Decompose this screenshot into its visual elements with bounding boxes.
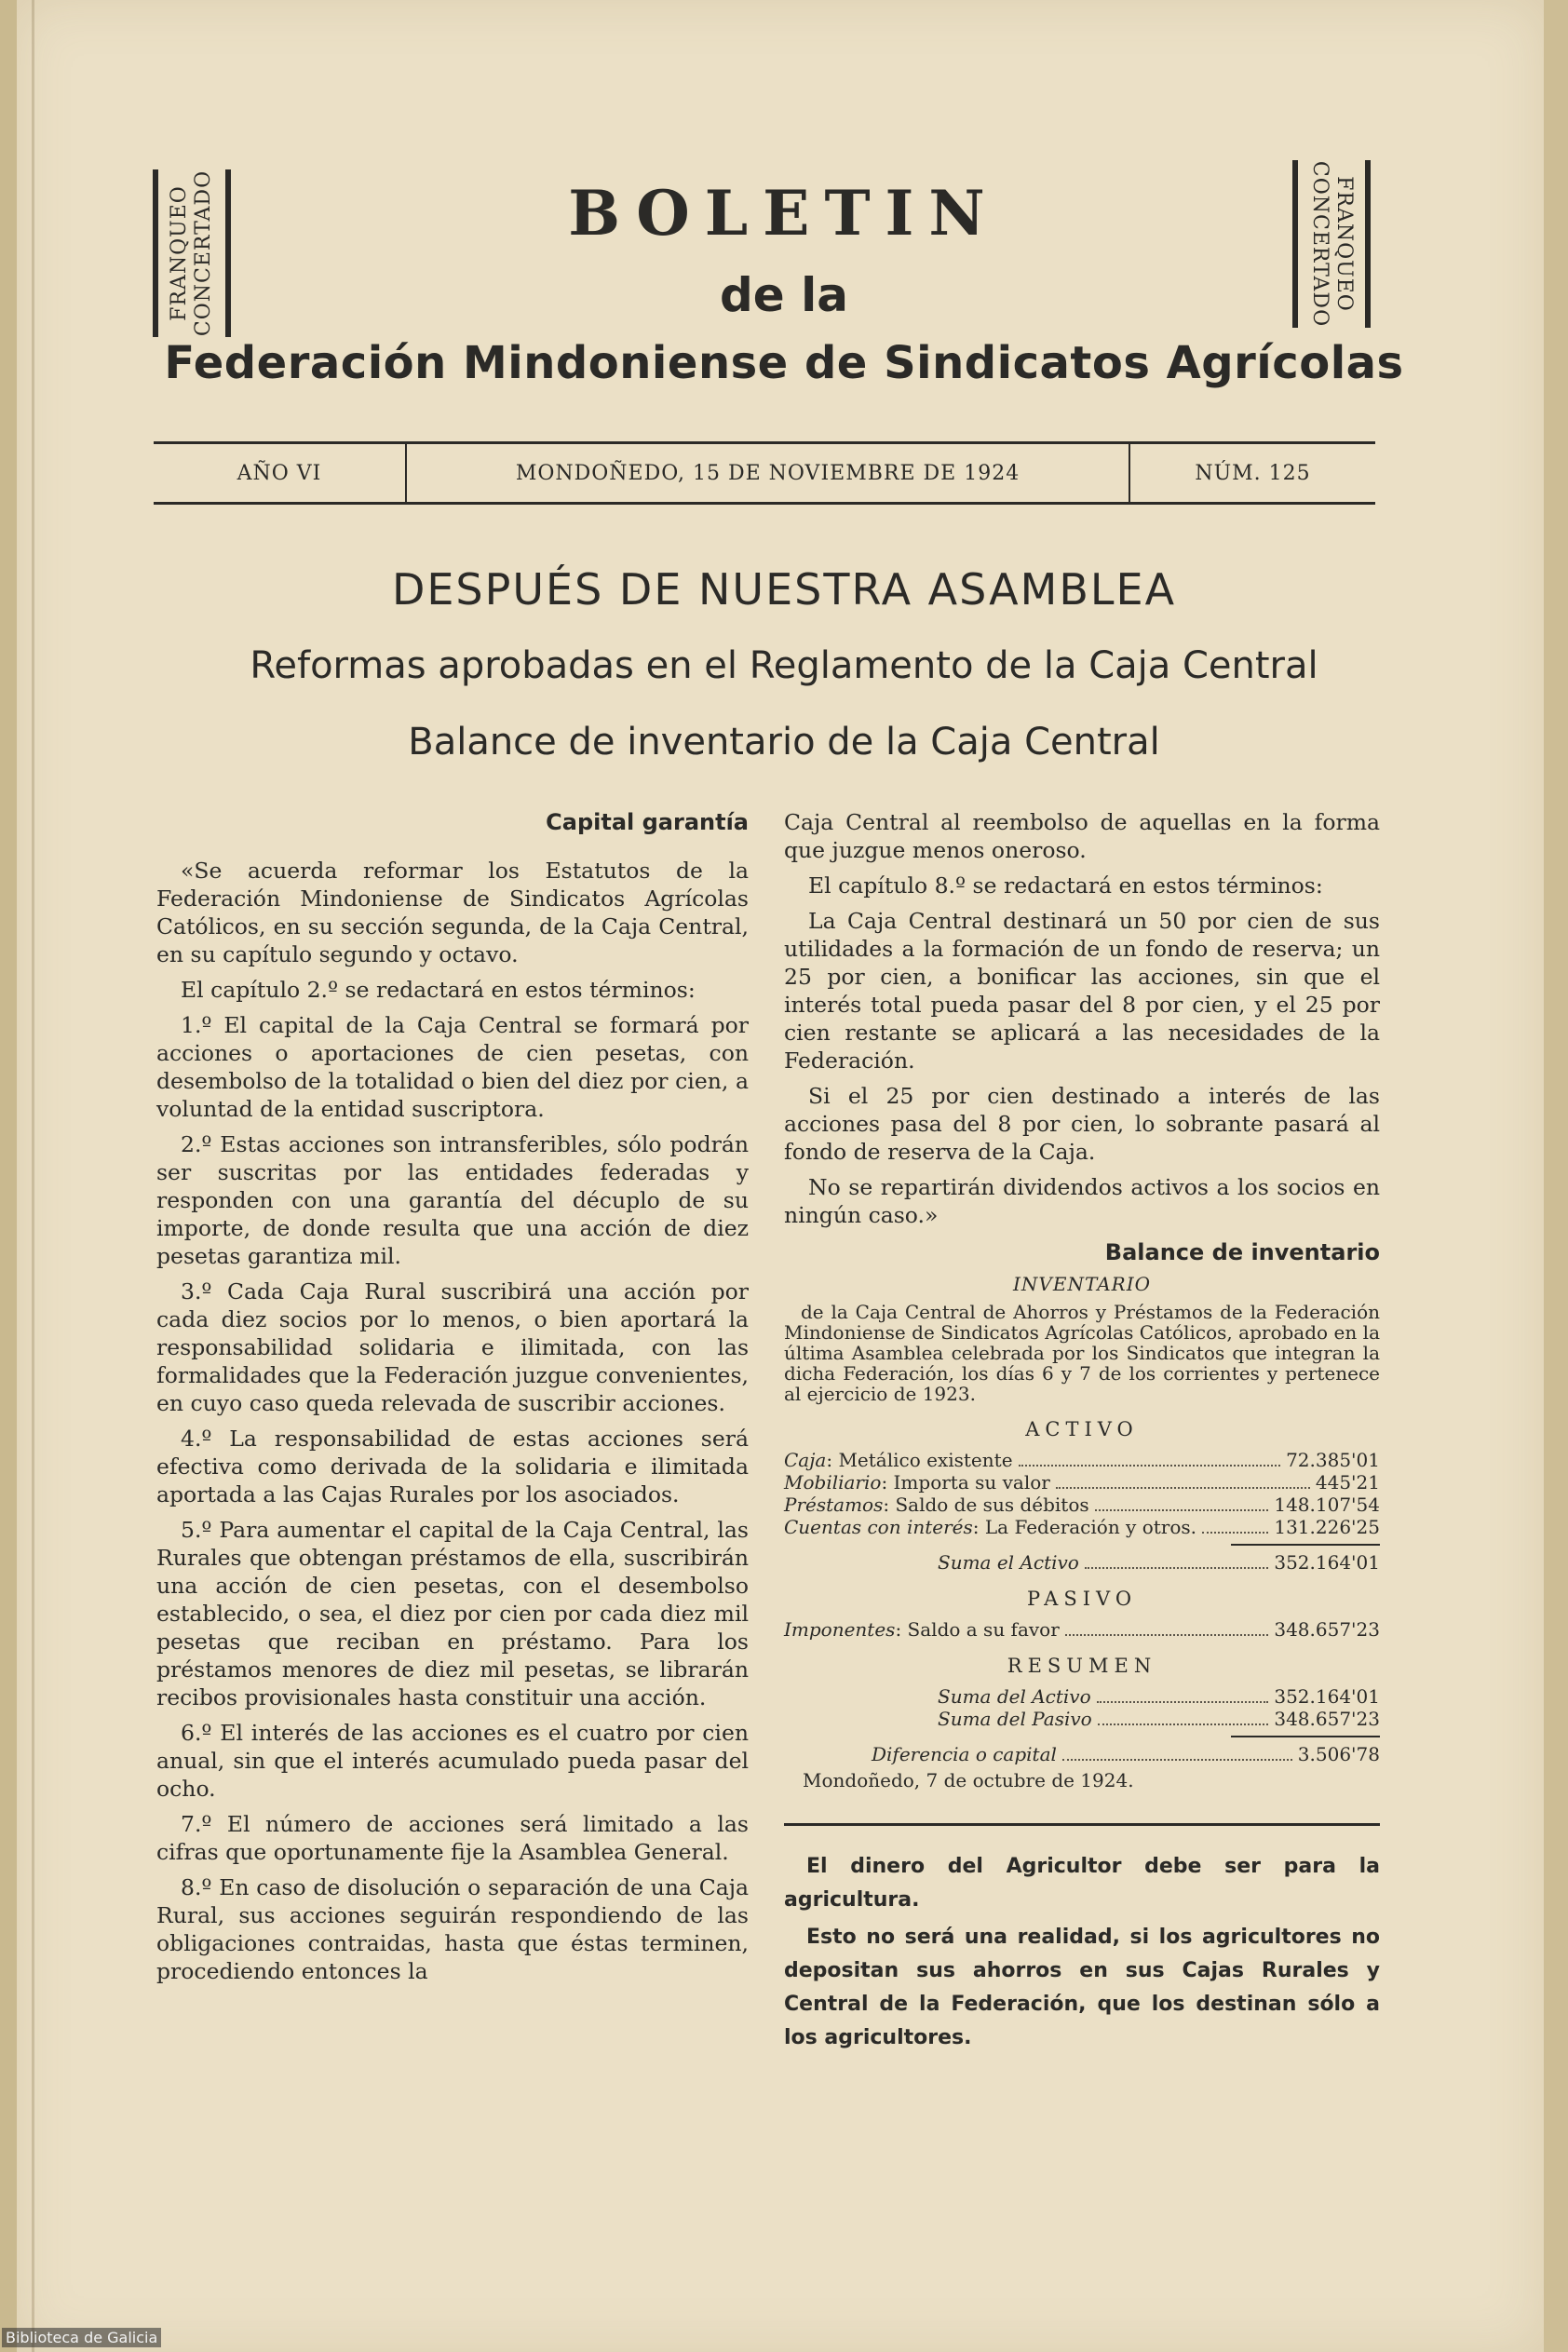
ledger-desc: : Metálico existente <box>826 1449 1013 1471</box>
closing-notice <box>784 1850 1380 2055</box>
paragraph: 3.º Cada Caja Rural suscribirá una acción por cada diez socios por lo menos, o bien aportará la responsabilidad solidaria e ilimitada, con las formalidades que la Federación juzgue convenientes, en cuyo caso queda relevada de suscribir acciones. <box>156 1278 749 1416</box>
sum-rule <box>1231 1736 1380 1737</box>
dot-leader <box>1056 1487 1310 1489</box>
paragraph: 8.º En caso de disolución o separación de una Caja Rural, sus acciones seguirán respondiendo de las obligaciones contraidas, hasta que éstas terminen, procediendo entonces la <box>156 1874 749 1984</box>
paragraph: «Se acuerda reformar los Estatutos de la Federación Mindoniense de Sindicatos Agrícolas Católicos, en su sección segunda, de la Caja Central, en su capítulo segundo y octavo. <box>156 858 749 967</box>
ledger-row <box>784 1516 1380 1538</box>
issue-place-date: MONDOÑEDO, 15 DE NOVIEMBRE DE 1924 <box>407 444 1130 502</box>
ledger-desc: : Saldo a su favor <box>895 1618 1060 1641</box>
dot-leader <box>1019 1465 1281 1467</box>
activo-title: ACTIVO <box>1025 1418 1139 1440</box>
bulletin-subtitle-de-la: de la <box>720 268 848 322</box>
ledger-label: Suma del Pasivo <box>938 1708 1092 1730</box>
inventory-description: de la Caja Central de Ahorros y Préstamos de la Federación Mindoniense de Sindicatos Agrícolas Católicos, aprobado en la última Asamblea celebrada por los Sindicatos que integran la dicha Federación, los días 6 y 7 de los corrientes y pertenece al ejercicio de 1923. <box>784 1301 1380 1405</box>
paragraph: La Caja Central destinará un 50 por cien de sus utilidades a la formación de un fondo de reserva; un 25 por cien, a bonificar las acciones, sin que el interés total pueda pasar del 8 por cien, y el 25 por cien restante se aplicará a las necesidades de la Federación. <box>784 908 1380 1074</box>
ledger-value: 352.164'01 <box>1274 1685 1380 1708</box>
ledger-label: Caja <box>784 1449 827 1471</box>
ledger-label: Mobiliario <box>784 1471 882 1494</box>
paragraph: Esto no será una realidad, si los agricultores no depositan sus ahorros en sus Cajas Rurales y Central de la Federación, que los destinan sólo a los agricultores. <box>784 1926 1380 2049</box>
ledger-value: 445'21 <box>1315 1471 1380 1494</box>
ledger-value: 3.506'78 <box>1297 1743 1380 1765</box>
pasivo-title: PASIVO <box>1026 1588 1138 1610</box>
ledger-value: 72.385'01 <box>1286 1449 1380 1471</box>
ledger-label: Diferencia o capital <box>872 1743 1057 1765</box>
ledger-row <box>784 1449 1380 1471</box>
issue-number: NÚM. 125 <box>1195 461 1311 485</box>
resumen-title: RESUMEN <box>1007 1655 1157 1677</box>
ledger-total-row <box>784 1551 1380 1574</box>
ledger-row <box>784 1471 1380 1494</box>
headline-reformas: Reformas aprobadas en el Reglamento de la Caja Central <box>250 644 1318 687</box>
paragraph: El capítulo 8.º se redactará en estos términos: <box>808 872 1323 899</box>
headline-main: DESPUÉS DE NUESTRA ASAMBLEA <box>391 564 1177 615</box>
library-watermark: Biblioteca de Galicia <box>2 2328 161 2347</box>
section-divider <box>784 1823 1380 1826</box>
stamp-line-2: CONCERTADO <box>1308 160 1332 328</box>
stamp-line-1: FRANQUEO <box>168 185 192 321</box>
inventory-date: Mondoñedo, 7 de octubre de 1924. <box>803 1769 1134 1791</box>
ledger-desc: : Importa su valor <box>881 1471 1050 1494</box>
paragraph: Si el 25 por cien destinado a interés de las acciones pasa del 8 por cien, lo sobrante pasará al fondo de reserva de la Caja. <box>784 1083 1380 1165</box>
ledger-value: 131.226'25 <box>1274 1516 1380 1538</box>
paragraph: El dinero del Agricultor debe ser para la agricultura. <box>784 1855 1380 1912</box>
ledger-label: Imponentes <box>784 1618 896 1641</box>
left-column <box>156 808 749 1985</box>
dot-leader <box>1095 1509 1269 1511</box>
paragraph: 1.º El capital de la Caja Central se formará por acciones o aportaciones de cien pesetas, con desembolso de la totalidad o bien del diez por cien, a voluntad de la entidad suscriptora. <box>156 1012 749 1122</box>
paragraph: No se repartirán dividendos activos a los socios en ningún caso.» <box>784 1174 1380 1228</box>
ledger-label: Cuentas con interés <box>784 1516 973 1538</box>
dot-leader <box>1202 1532 1268 1534</box>
ledger-desc: : La Federación y otros. <box>972 1516 1197 1538</box>
ledger-label: Préstamos <box>784 1494 884 1516</box>
ledger-value: 148.107'54 <box>1274 1494 1380 1516</box>
issue-year: AÑO VI <box>154 444 407 502</box>
paragraph: 4.º La responsabilidad de estas acciones será efectiva como derivada de la solidaria e ilimitada aportada a las Cajas Rurales por los asociados. <box>156 1426 749 1507</box>
stamp-line-2: CONCERTADO <box>192 169 216 337</box>
ledger-label: Suma el Activo <box>938 1551 1079 1574</box>
stamp-line-1: FRANQUEO <box>1332 176 1357 312</box>
ledger-row <box>784 1618 1380 1641</box>
dot-leader <box>1097 1701 1269 1703</box>
sum-rule <box>1231 1544 1380 1546</box>
paragraph: 5.º Para aumentar el capital de la Caja Central, las Rurales que obtengan préstamos de ella, suscribirán una acción de cien pesetas, con el desembolso establecido, o sea, el diez por cien por cada diez mil pesetas que reciban en préstamo. Para los préstamos menores de diez mil pesetas, se librarán recibos provisionales hasta constituir una acción. <box>156 1517 749 1710</box>
masthead-bar <box>154 441 1375 505</box>
ledger-row <box>784 1708 1380 1730</box>
paragraph: 7.º El número de acciones será limitado a las cifras que oportunamente fije la Asamblea General. <box>156 1811 749 1865</box>
section-heading-capital: Capital garantía <box>546 809 749 835</box>
dot-leader <box>1065 1634 1269 1636</box>
ledger-row <box>784 1685 1380 1708</box>
paragraph: 6.º El interés de las acciones es el cuatro por cien anual, sin que el interés acumulado pueda pasar del ocho. <box>156 1720 749 1802</box>
ledger-value: 348.657'23 <box>1274 1708 1380 1730</box>
ledger-value: 348.657'23 <box>1274 1618 1380 1641</box>
ledger-label: Suma del Activo <box>938 1685 1091 1708</box>
dot-leader <box>1085 1567 1269 1569</box>
paragraph: 2.º Estas acciones son intransferibles, sólo podrán ser suscritas por las entidades federadas y responden con una garantía del décuplo de su importe, de donde resulta que una acción de diez pesetas garantiza mil. <box>156 1131 749 1269</box>
ledger-desc: : Saldo de sus débitos <box>883 1494 1089 1516</box>
bulletin-title: BOLETIN <box>568 177 1000 250</box>
paragraph: El capítulo 2.º se redactará en estos términos: <box>181 977 696 1003</box>
right-column <box>784 808 1380 2055</box>
paragraph: Caja Central al reembolso de aquellas en la forma que juzgue menos oneroso. <box>784 809 1380 863</box>
federation-name: Federación Mindoniense de Sindicatos Agrícolas <box>164 337 1404 389</box>
headline-balance: Balance de inventario de la Caja Central <box>408 721 1160 764</box>
ledger-value: 352.164'01 <box>1274 1551 1380 1574</box>
ledger-total-row <box>784 1743 1380 1765</box>
section-heading-balance: Balance de inventario <box>1104 1239 1380 1265</box>
ledger-row <box>784 1494 1380 1516</box>
inventory-title: INVENTARIO <box>1013 1273 1151 1295</box>
dot-leader <box>1062 1759 1292 1761</box>
dot-leader <box>1098 1723 1269 1725</box>
